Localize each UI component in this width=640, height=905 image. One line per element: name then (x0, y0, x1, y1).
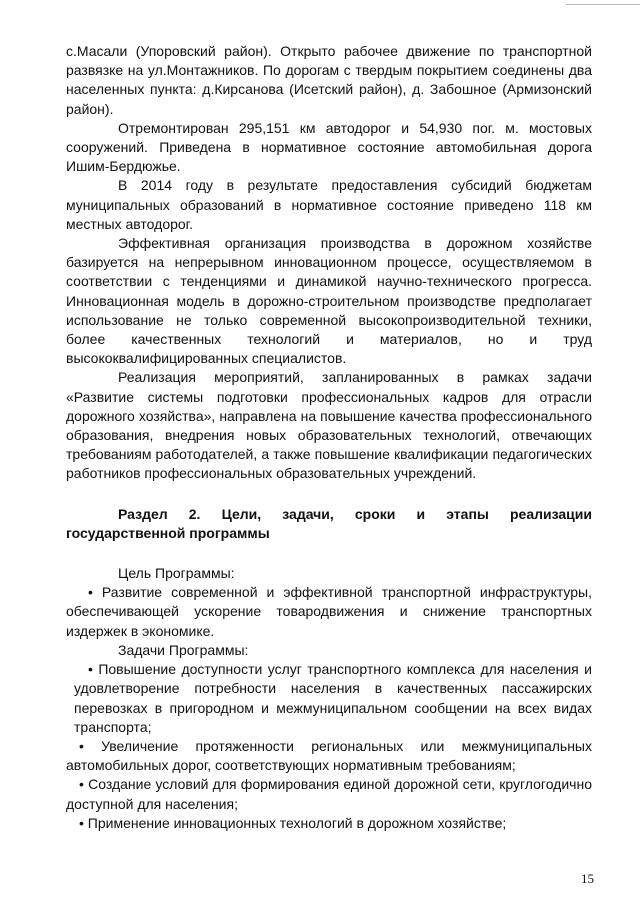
goal-item: • Развитие современной и эффективной транспортной инфраструктуры, обеспечивающей ускорение товародвижения и снижение транспортных издержек в экономике. (66, 584, 592, 639)
paragraph-subsidies: В 2014 году в результате предоставления субсидий бюджетам муниципальных образований в нормативное состояние приведено 118 км местных автодорог. (66, 177, 592, 232)
task-item: • Создание условий для формирования единой дорожной сети, круглогодично доступной для населения; (66, 776, 592, 812)
section-heading: Раздел 2. Цели, задачи, сроки и этапы реализации государственной программы (66, 505, 592, 541)
task-item: • Увеличение протяженности региональных или межмуниципальных автомобильных дорог, соответствующих нормативным требованиям; (66, 737, 592, 774)
paragraph-innovation: Эффективная организация производства в дорожном хозяйстве базируется на непрерывном инновационном процессе, осуществляемом в соответствии с тенденциями и динамикой научно-технического прогресса. Инновационная модель в дорожно-строительном производстве предполагает использование не только современной высокопроизводительной техники, более качественных технологий и материалов, но и труд высококвалифицированных специалистов. (66, 235, 592, 367)
document-body (66, 42, 592, 833)
paragraph-masali: с.Масали (Упоровский район). Открыто рабочее движение по транспортной развязке на ул.Монтажников. По дорогам с твердым покрытием соединены два населенных пункта: д.Кирсанова (Исетский район), д. Забошное (Армизонский район). (66, 43, 592, 117)
goal-label: Цель Программы: (118, 565, 235, 582)
page-number: 15 (581, 871, 594, 886)
task-item: • Повышение доступности услуг транспортного комплекса для населения и удовлетворение потребности населения в качественных пассажирских перевозках в пригородном и межмуниципальном сообщении на всех видах транспорта; (74, 661, 592, 735)
tasks-label: Задачи Программы: (118, 641, 249, 658)
paragraph-training: Реализация мероприятий, запланированных в рамках задачи «Развитие системы подготовки профессиональных кадров для отрасли дорожного хозяйства», направлена на повышение качества профессионального образования, внедрения новых образовательных технологий, отвечающих требованиям работодателей, а также повышение квалификации педагогических работников профессиональных образовательных учреждений. (66, 369, 592, 482)
paragraph-repairs: Отремонтирован 295,151 км автодорог и 54,930 пог. м. мостовых сооружений. Приведена в нормативное состояние автомобильная дорога Ишим-Бердюжье. (66, 119, 592, 175)
task-item: • Применение инновационных технологий в дорожном хозяйстве; (79, 814, 507, 831)
scan-edge-line (566, 4, 640, 5)
